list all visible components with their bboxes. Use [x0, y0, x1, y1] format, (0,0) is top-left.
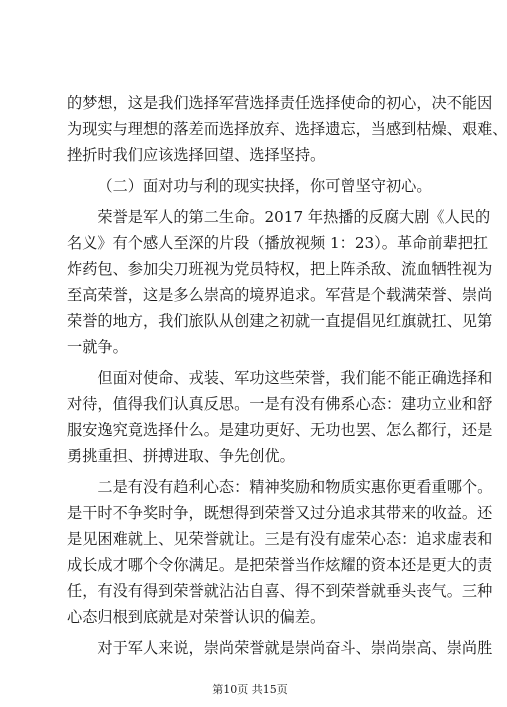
text-line: 勇挑重担、拼搏进取、争先创优。	[67, 447, 295, 465]
text-line: 荣誉是军人的第二生命。2017 年热播的反腐大剧《人民的	[97, 208, 491, 226]
text-line: 的梦想，这是我们选择军营选择责任选择使命的初心，决不能因	[67, 94, 493, 112]
text-line: 是见困难就上、见荣誉就让。三是有没有虚荣心态：追求虚表和	[67, 530, 493, 548]
document-body	[67, 90, 507, 666]
paragraph-5	[67, 635, 493, 661]
paragraph-4	[67, 474, 493, 630]
text-line: 服安逸究竟选择什么。是建功更好、无功也罢、怎么都行，还是	[67, 421, 493, 439]
section-heading	[67, 173, 433, 199]
text-line: 一就争。	[67, 338, 128, 356]
text-line: 为现实与理想的落差而选择放弃、选择遗忘，当感到枯燥、艰难、	[67, 120, 507, 138]
paragraph-2	[67, 204, 493, 360]
text-line: 任，有没有得到荣誉就沾沾自喜、得不到荣誉就垂头丧气。三种	[67, 582, 493, 600]
text-line: 对待，值得我们认真反思。一是有没有佛系心态：建功立业和舒	[67, 395, 493, 413]
paragraph-1	[67, 90, 507, 168]
text-line: 对于军人来说，崇尚荣誉就是崇尚奋斗、崇尚崇高、崇尚胜	[97, 639, 493, 657]
text-line: 荣誉的地方，我们旅队从创建之初就一直提倡见红旗就扛、见第	[67, 312, 493, 330]
text-line: 心态归根到底就是对荣誉认识的偏差。	[67, 608, 326, 626]
text-line: 但面对使命、戎装、军功这些荣誉，我们能不能正确选择和	[97, 369, 493, 387]
text-line: 是干时不争奖时争，既想得到荣誉又过分追求其带来的收益。还	[67, 504, 493, 522]
text-line: （二）面对功与利的现实抉择，你可曾坚守初心。	[97, 177, 432, 195]
page-number: 第10页 共15页	[212, 683, 288, 696]
text-line: 二是有没有趋利心态：精神奖励和物质实惠你更看重哪个。	[97, 478, 493, 496]
text-line: 至高荣誉，这是多么崇高的境界追求。军营是个载满荣誉、崇尚	[67, 286, 493, 304]
paragraph-3	[67, 365, 493, 469]
text-line: 炸药包、参加尖刀班视为党员特权，把上阵杀敌、流血牺牲视为	[67, 260, 493, 278]
text-line: 名义》有个感人至深的片段（播放视频 1：23）。革命前辈把扛	[67, 234, 489, 252]
text-line: 挫折时我们应该选择回望、选择坚持。	[67, 146, 326, 164]
text-line: 成长成才哪个令你满足。是把荣誉当作炫耀的资本还是更大的责	[67, 556, 493, 574]
